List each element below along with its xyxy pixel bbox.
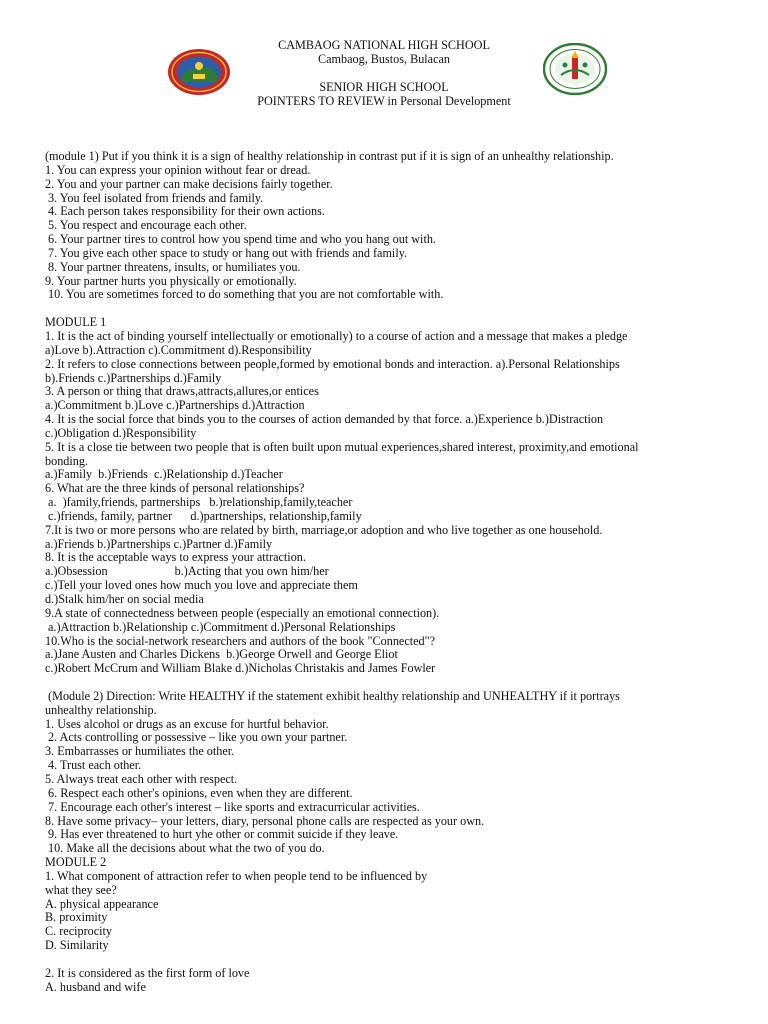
school-name: CAMBAOG NATIONAL HIGH SCHOOL: [278, 38, 490, 52]
school-level: SENIOR HIGH SCHOOL: [319, 80, 449, 94]
text-line: (Module 2) Direction: Write HEALTHY if the statement exhibit healthy relationship and UNHEALTHY if it portrays: [45, 688, 620, 703]
document-body: [45, 150, 735, 994]
text-line: 6. What are the three kinds of personal relationships?: [45, 481, 305, 496]
text-line: a.)Obsession b.)Acting that you own him/her: [45, 564, 329, 579]
text-line: MODULE 2: [45, 855, 107, 870]
text-line: 10. You are sometimes forced to do something that you are not comfortable with.: [45, 287, 444, 302]
text-line: unhealthy relationship.: [45, 702, 157, 717]
text-line: a.)Friends b.)Partnerships c.)Partner d.)Family: [45, 536, 273, 551]
blank-line: [45, 953, 735, 967]
text-line: 5. It is a close tie between two people that is often built upon mutual experiences,shared interest, proximity,and emotional: [45, 439, 639, 454]
text-line: b).Friends c.)Partnerships d.)Family: [45, 370, 222, 385]
text-line: 1. You can express your opinion without fear or dread.: [45, 162, 311, 177]
text-line: 3. Embarrasses or humiliates the other.: [45, 744, 235, 759]
text-line: 4. It is the social force that binds you to the courses of action demanded by that force. a.)Experience b.)Distraction: [45, 412, 604, 427]
text-line: C. reciprocity: [45, 924, 113, 939]
text-line: a)Love b).Attraction c).Commitment d).Responsibility: [45, 342, 312, 357]
text-line: 7. You give each other space to study or hang out with friends and family.: [45, 245, 408, 260]
text-line: (module 1) Put if you think it is a sign of healthy relationship in contrast put if it is sign of an unhealthy relationship.: [45, 149, 614, 163]
text-line: 9. Your partner hurts you physically or emotionally.: [45, 273, 297, 288]
text-line: bonding.: [45, 453, 88, 468]
text-line: 3. A person or thing that draws,attracts,allures,or entices: [45, 384, 319, 399]
text-line: 3. You feel isolated from friends and family.: [45, 190, 264, 205]
document-subtitle: POINTERS TO REVIEW in Personal Development: [257, 94, 511, 108]
blank-line: [45, 676, 735, 690]
text-line: 6. Respect each other's opinions, even when they are different.: [45, 785, 353, 800]
text-line: d.)Stalk him/her on social media: [45, 592, 204, 606]
text-line: 6. Your partner tires to control how you spend time and who you hang out with.: [45, 232, 436, 247]
text-line: c.)friends, family, partner d.)partnerships, relationship,family: [45, 508, 362, 523]
text-line: what they see?: [45, 882, 117, 897]
text-line: 1. Uses alcohol or drugs as an excuse for hurtful behavior.: [45, 716, 329, 731]
text-line: a.)Jane Austen and Charles Dickens b.)George Orwell and George Eliot: [45, 647, 398, 662]
text-line: 2. It refers to close connections between people,formed by emotional bonds and interaction. a).Personal Relationships: [45, 356, 620, 371]
text-line: 7.It is two or more persons who are related by birth, marriage,or adoption and who live together as one household.: [45, 522, 603, 537]
text-line: 10. Make all the decisions about what the two of you do.: [45, 841, 325, 856]
text-line: 2. It is considered as the first form of love: [45, 965, 250, 980]
text-line: 10.Who is the social-network researchers and authors of the book "Connected"?: [45, 633, 436, 648]
text-line: a.)Attraction b.)Relationship c.)Commitment d.)Personal Relationships: [45, 619, 396, 634]
text-line: 5. You respect and encourage each other.: [45, 218, 247, 233]
text-line: 8. It is the acceptable ways to express your attraction.: [45, 550, 306, 565]
text-line: 9. Has ever threatened to hurt yhe other or commit suicide if they leave.: [45, 827, 399, 842]
text-line: 4. Trust each other.: [45, 758, 142, 773]
document-header: [0, 38, 768, 108]
text-line: a.)Family b.)Friends c.)Relationship d.)Teacher: [45, 467, 283, 482]
text-line: MODULE 1: [45, 315, 107, 330]
text-line: 5. Always treat each other with respect.: [45, 771, 238, 786]
text-line: A. husband and wife: [45, 979, 146, 994]
text-line: 8. Your partner threatens, insults, or humiliates you.: [45, 259, 301, 274]
text-line: a.)Commitment b.)Love c.)Partnerships d.)Attraction: [45, 398, 305, 413]
text-line: 2. You and your partner can make decisions fairly together.: [45, 176, 333, 191]
text-line: B. proximity: [45, 910, 108, 925]
text-line: c.)Tell your loved ones how much you love and appreciate them: [45, 578, 358, 593]
text-line: A. physical appearance: [45, 896, 159, 911]
blank-line: [45, 302, 735, 316]
text-line: 2. Acts controlling or possessive – like you own your partner.: [45, 730, 348, 745]
school-address: Cambaog, Bustos, Bulacan: [317, 52, 450, 66]
text-line: 7. Encourage each other's interest – like sports and extracurricular activities.: [45, 799, 420, 814]
text-line: c.)Robert McCrum and William Blake d.)Nicholas Christakis and James Fowler: [45, 661, 436, 676]
text-line: c.)Obligation d.)Responsibility: [45, 425, 197, 440]
text-line: 1. What component of attraction refer to when people tend to be influenced by: [45, 868, 428, 883]
text-line: 4. Each person takes responsibility for their own actions.: [45, 204, 325, 219]
text-line: 8. Have some privacy– your letters, diary, personal phone calls are respected as your own.: [45, 813, 485, 828]
text-line: 1. It is the act of binding yourself intellectually or emotionally) to a course of action and a message that makes a pledge: [45, 328, 628, 343]
text-line: D. Similarity: [45, 938, 109, 953]
text-line: 9.A state of connectedness between people (especially an emotional connection).: [45, 605, 440, 620]
text-line: a. )family,friends, partnerships b.)relationship,family,teacher: [45, 495, 353, 510]
